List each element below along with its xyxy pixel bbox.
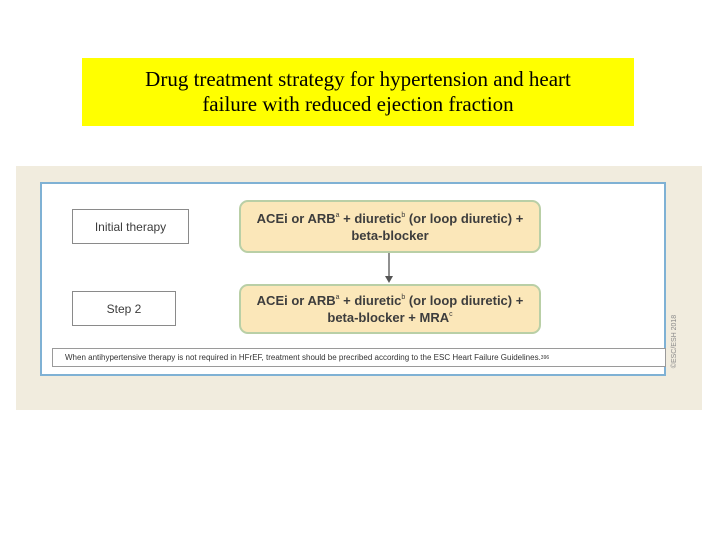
therapy-line-1 bbox=[257, 210, 524, 227]
therapy-line-1 bbox=[257, 292, 524, 309]
copyright-notice bbox=[669, 306, 681, 376]
copyright-text: ©ESC/ESH 2018 bbox=[671, 314, 679, 368]
therapy-text: ACEi or ARB bbox=[256, 293, 336, 308]
step-label-text: Initial therapy bbox=[94, 219, 167, 234]
footnote-text: When antihypertensive therapy is not required in HFrEF, treatment should be precribed according to the ESC Heart Failure Guidelines. bbox=[65, 353, 541, 362]
down-arrow-icon bbox=[383, 253, 395, 284]
therapy-text: + diuretic bbox=[339, 293, 402, 308]
step-label-step-2 bbox=[72, 291, 176, 326]
footnote-marker: a bbox=[335, 294, 340, 301]
footnote-marker: b bbox=[401, 211, 406, 219]
footnote-marker: b bbox=[401, 294, 406, 301]
therapy-box-initial bbox=[239, 200, 541, 253]
title-box bbox=[82, 58, 634, 126]
footnote: When antihypertensive therapy is not required in HFrEF, treatment should be precribed according to the ESC Heart Failure Guidelines. 396 bbox=[52, 348, 666, 367]
step-label-initial-therapy bbox=[72, 209, 189, 244]
therapy-text: + diuretic bbox=[339, 210, 402, 226]
footnote-marker: a bbox=[335, 211, 340, 219]
therapy-text: beta-blocker + MRA bbox=[327, 310, 450, 325]
therapy-text: (or loop diuretic) + bbox=[405, 210, 524, 226]
therapy-box-step-2 bbox=[239, 284, 541, 334]
therapy-line-2 bbox=[327, 309, 452, 326]
therapy-text: (or loop diuretic) + bbox=[405, 293, 524, 308]
title-line-2: failure with reduced ejection fraction bbox=[202, 92, 514, 116]
footnote-marker: c bbox=[449, 311, 453, 318]
therapy-line-2 bbox=[351, 227, 428, 244]
therapy-text: beta-blocker bbox=[351, 227, 429, 243]
therapy-text: ACEi or ARB bbox=[256, 210, 336, 226]
title-line-1: Drug treatment strategy for hypertension and heart bbox=[145, 67, 571, 91]
step-label-text: Step 2 bbox=[106, 301, 142, 316]
slide-title bbox=[135, 67, 581, 117]
